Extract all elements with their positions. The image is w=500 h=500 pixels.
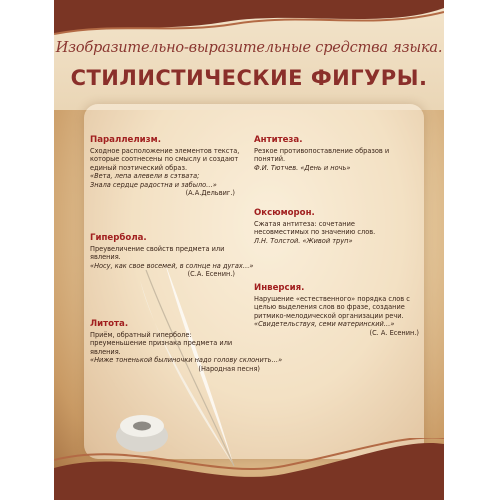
example-quote: «Вета, лепа алевели в сэтвата;	[90, 172, 200, 181]
definition-line: целью выделения слов во фразе, создание	[254, 303, 405, 312]
definition-line: Резкое противопоставление образов и	[254, 147, 390, 155]
example-quote: Знала сердце радостна и забыло…»	[90, 180, 217, 189]
example-quote: Ф.И. Тютчев. «День и ночь»	[254, 163, 351, 172]
section-inversion	[254, 283, 419, 337]
definition-line: которые соотнесены по смыслу и создают	[90, 155, 239, 164]
example-quote: Л.Н. Толстой. «Живой труп»	[254, 236, 353, 245]
example-quote: «Ниже тоненькой былиночки надо голову склонить…»	[90, 356, 283, 365]
poster	[54, 0, 444, 500]
definition-line: понятий.	[254, 155, 286, 164]
quote-author: (С. А. Есенин.)	[369, 328, 419, 337]
top-swirl-decoration	[54, 0, 444, 40]
section-heading: Параллелизм.	[90, 135, 161, 145]
definition-line: явления.	[90, 347, 121, 356]
section-litotes	[90, 319, 283, 373]
section-heading: Литота.	[90, 319, 129, 329]
section-heading: Инверсия.	[254, 283, 305, 293]
section-oxymoron	[254, 208, 404, 245]
definition-line: ритмико-мелодической организации речи.	[254, 311, 404, 320]
section-antithesis	[254, 135, 404, 172]
definition-line: Сходное расположение элементов текста,	[90, 147, 240, 155]
definition-line: явления.	[90, 253, 121, 262]
section-heading: Антитеза.	[254, 135, 303, 145]
page-title: СТИЛИСТИЧЕСКИЕ ФИГУРЫ.	[70, 66, 428, 90]
definition-line: преуменьшение признака предмета или	[90, 339, 233, 348]
subtitle: Изобразительно-выразительные средства языка.	[55, 40, 443, 56]
definition-line: Нарушение «естественного» порядка слов с	[254, 295, 410, 303]
quote-author: (С.А. Есенин.)	[187, 270, 235, 279]
definition-line: несовместимых по значению слов.	[254, 228, 376, 237]
definition-line: Сжатая антитеза: сочетание	[254, 220, 355, 228]
example-quote: «Свидетельствуя, семи материнский…»	[254, 320, 395, 329]
definition-line: Приём, обратный гиперболе:	[90, 331, 192, 339]
quote-author: (Народная песня)	[198, 364, 260, 373]
example-quote: «Носу, как свое восемей, в солнце на дугах…»	[90, 261, 254, 270]
section-heading: Гипербола.	[90, 233, 147, 243]
quote-author: (А.А.Дельвиг.)	[185, 189, 235, 198]
section-hyperbole	[90, 233, 254, 279]
section-parallelism	[90, 135, 240, 198]
definition-line: Преувеличение свойств предмета или	[90, 245, 225, 253]
definition-line: единый поэтический образ.	[90, 163, 188, 172]
section-heading: Оксюморон.	[254, 208, 315, 218]
bottom-swirl-decoration	[54, 438, 444, 500]
